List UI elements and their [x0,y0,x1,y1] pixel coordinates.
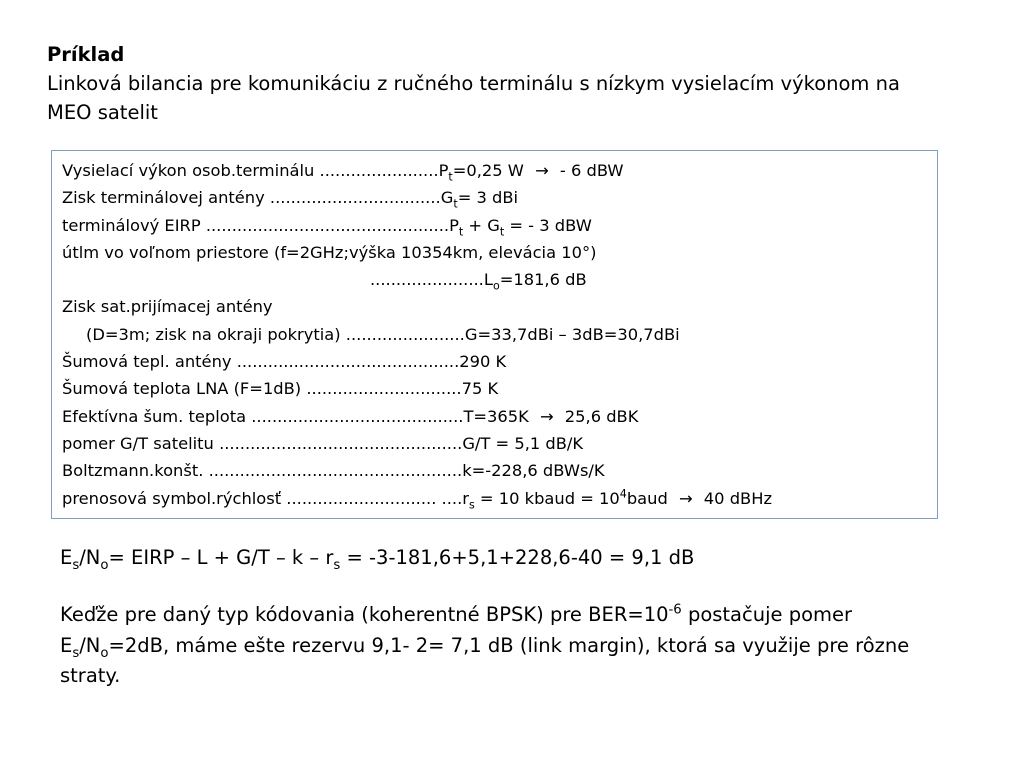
param-sat-antenna-gain-value: (D=3m; zisk na okraji pokrytia) .......................G=33,7dBi – 3dB=30,7dBi [86,324,680,344]
param-symbol-rate: prenosová symbol.rýchlosť ............................. $....r_s = 10$ kbaud = $10^4baud \to 40$ dBHz [62,485,933,512]
param-free-space-loss-label: útlm vo voľnom priestore (f=2GHz;výška 10354km, elevácia 10°) [62,242,597,262]
param-antenna-noise-temp: Šumová tepl. antény ...........................................290 K [62,352,507,372]
conclusion-paragraph: Keďže pre daný typ kódovania (koherentné BPSK) pre $BER=10^{-6}$ postačuje pomer $E_s/N_o=2dB$, máme ešte rezervu 9,1- 2= 7,1 dB (link margin), ktorá sa využije pre rôzne straty. [60,602,910,687]
param-terminal-eirp: terminálový EIRP $...............................................P_t + G_t$ = - 3 dBW [62,215,592,238]
es-no-result-formula: $E_s/N_o=$ EIRP – $L + G/T - k - r_s = -3-181,6+5,1+228,6-40 = 9,1$ dB [60,546,695,573]
param-tx-power: Vysielací výkon osob.terminálu $.......................P_t=0,25$ W → - 6 dBW [62,157,933,184]
arrow-icon: → [539,406,554,426]
example-subtitle [47,69,977,127]
arrow-icon: → [678,488,693,508]
subtitle-line-2: MEO satelit [47,101,158,124]
param-free-space-loss-value: $......................L_o=181,6$ dB [370,270,587,293]
example-title: Príklad [47,43,125,66]
param-g-over-t: pomer G/T satelitu ...............................................G/T = 5,1 dB/K [62,433,584,453]
link-budget-parameters-box [51,150,938,519]
param-lna-noise-temp: Šumová teplota LNA (F=1dB) ..............................75 K [62,379,499,399]
param-boltzmann: Boltzmann.konšt. .................................................k=-228,6 dBWs/K [62,461,605,481]
parameters-list [62,157,933,512]
param-terminal-gain: Zisk terminálovej antény $.................................G_t= 3$ dBi [62,188,519,211]
param-effective-noise-temp: Efektívna šum. teplota .........................................T=365K → 25,6 dBK [62,403,933,430]
example-header [47,40,977,127]
arrow-icon: → [535,161,549,180]
param-sat-antenna-gain-label: Zisk sat.prijímacej antény [62,297,273,317]
subtitle-line-1: Linková bilancia pre komunikáciu z ručného terminálu s nízkym vysielacím výkonom na [47,72,900,95]
